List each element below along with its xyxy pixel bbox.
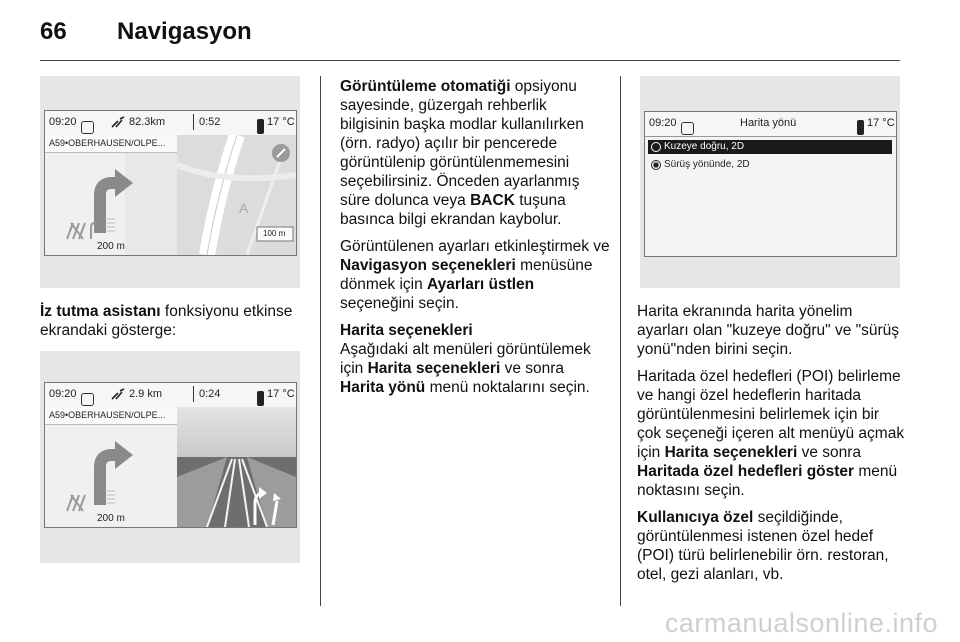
column-divider: [620, 76, 621, 606]
svg-text:A: A: [239, 200, 249, 216]
text: menü noktalarını seçin.: [425, 379, 590, 396]
lane-view: [177, 407, 296, 527]
text: opsiyonu sayesinde, güzergah rehberlik bilgisinin başka modlar kullanılırken (örn. radyo) açılır bir pencerede görüntülenip görüntülenmemesini seçebilirsiniz. Önceden ayarlanmış süre dolunca veya: [340, 78, 584, 209]
section-heading: Harita seçenekleri: [340, 322, 473, 339]
temperature-label: 17 °C: [267, 388, 295, 400]
distance-label: 2.9 km: [129, 388, 163, 400]
paragraph: [637, 508, 905, 584]
status-bar: [645, 112, 896, 137]
clock-icon: [81, 393, 94, 406]
clock-icon: [81, 121, 94, 134]
clock-icon: [681, 122, 694, 135]
time-label: 09:20: [49, 388, 77, 400]
text: menüsüne dönmek için: [340, 257, 593, 293]
map-scale: 100 m: [263, 229, 286, 238]
screenshot-frame: [40, 351, 300, 563]
paragraph: [637, 367, 905, 500]
column-divider: [320, 76, 321, 606]
text: ve sonra: [500, 360, 565, 377]
term-map-orientation: Harita yönü: [340, 379, 426, 396]
thermometer-icon: [857, 120, 864, 135]
screenshot-frame: [40, 76, 300, 288]
radio-off-icon: [651, 142, 661, 152]
text: seçildiğinde, görüntülenmesi istenen özel hedef (POI) türü belirlenebilir örn. restoran, otel, gezi alanları, vb.: [637, 509, 889, 583]
turn-arrow-panel: [45, 425, 177, 527]
menu-title: Harita yönü: [740, 117, 797, 129]
temperature-label: 17 °C: [867, 117, 895, 129]
distance-label: 82.3km: [129, 116, 166, 128]
term-map-options: Harita seçenekleri: [367, 360, 501, 377]
column-right: [637, 302, 905, 592]
road-name: A59•OBERHAUSEN/OLPE...: [45, 135, 177, 153]
menu-item-north-up[interactable]: [648, 140, 892, 154]
text: fonksiyonu etkinse ekrandaki gösterge:: [40, 303, 293, 339]
duration-label: 0:52: [199, 116, 221, 128]
route-icon: [111, 388, 125, 400]
time-label: 09:20: [649, 117, 677, 129]
term-apply-settings: Ayarları üstlen: [427, 276, 535, 293]
nav-screen-lane-assist: [44, 382, 297, 528]
text: Görüntülenen ayarları etkinleştirmek ve: [340, 238, 610, 255]
menu-item-label: Sürüş yönünde, 2D: [664, 159, 750, 170]
column-middle: [340, 77, 610, 405]
term-auto-display: Görüntüleme otomatiği: [340, 78, 511, 95]
text: Aşağıdaki alt menüleri görüntülemek için: [340, 341, 591, 377]
paragraph: [340, 77, 610, 229]
status-bar: [45, 383, 296, 408]
time-label: 09:20: [49, 116, 77, 128]
paragraph: [40, 302, 310, 340]
menu-item-heading-up[interactable]: [648, 158, 892, 172]
menu-item-label: Kuzeye doğru, 2D: [664, 141, 745, 152]
radio-on-icon: [651, 160, 661, 170]
column-left: [40, 302, 310, 348]
header-rule: [40, 60, 900, 61]
term-show-poi: Haritada özel hedefleri göster: [637, 463, 855, 480]
text: menü noktasını seçin.: [637, 463, 898, 499]
thermometer-icon: [257, 391, 264, 406]
temperature-label: 17 °C: [267, 116, 295, 128]
page-title: Navigasyon: [117, 18, 252, 45]
status-bar: [45, 111, 296, 136]
paragraph: [340, 340, 610, 397]
nav-screen-map: [44, 110, 297, 256]
text: tuşuna basınca bilgi ekrandan kaybolur.: [340, 192, 566, 228]
turn-distance: 200 m: [97, 241, 125, 252]
term-back-key: BACK: [470, 192, 515, 209]
watermark: carmanualsonline.info: [664, 608, 938, 638]
term-user-defined: Kullanıcıya özel: [637, 509, 754, 526]
nav-screen-orientation-menu: [644, 111, 897, 257]
text: Haritada özel hedefleri (POI) belirleme ve hangi özel hedeflerin haritada görüntülenmesini belirlemek için bir çok seçeneği içeren alt menüyü açmak için: [637, 368, 905, 461]
road-name: A59•OBERHAUSEN/OLPE...: [45, 407, 177, 425]
turn-distance: 200 m: [97, 513, 125, 524]
text: ve sonra: [797, 444, 862, 461]
thermometer-icon: [257, 119, 264, 134]
route-icon: [111, 116, 125, 128]
term-lane-assist: İz tutma asistanı: [40, 303, 161, 320]
turn-arrow-panel: [45, 153, 177, 255]
duration-label: 0:24: [199, 388, 221, 400]
paragraph: [340, 237, 610, 313]
screenshot-frame: [640, 76, 900, 288]
paragraph: Harita ekranında harita yönelim ayarları olan "kuzeye doğru" ve "sürüş yonü"nden birini seçin.: [637, 303, 900, 358]
text: seçeneğini seçin.: [340, 295, 459, 312]
term-navigation-options: Navigasyon seçenekleri: [340, 257, 516, 274]
page-number: 66: [40, 18, 67, 45]
term-map-options: Harita seçenekleri: [664, 444, 798, 461]
